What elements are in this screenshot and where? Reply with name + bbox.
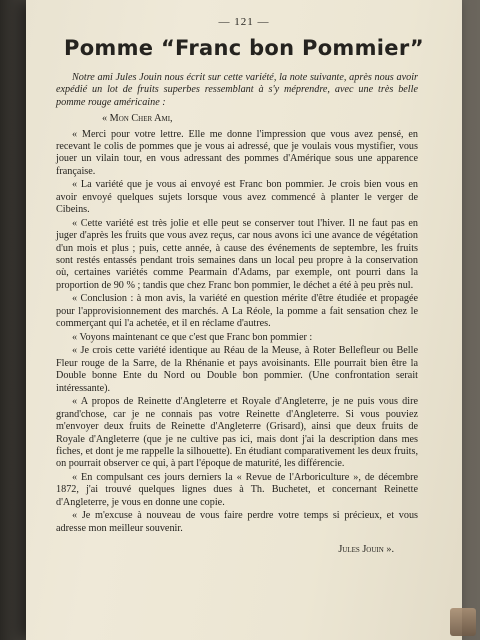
page-number: — 121 —: [218, 16, 270, 28]
paragraph-5: « Voyons maintenant ce que c'est que Franc bon pommier :: [72, 331, 313, 343]
paragraph-7: « A propos de Reinette d'Angleterre et Royale d'Angleterre, je ne puis vous dire grand'chose, car je ne connais pas votre Reinette d'Angleterre. Si vous pouviez m'envoyer deux fruits de Reinette d'Angleterre (Grisard), ainsi que deux fruits de Royale d'Angleterre (que je ne cultive pas ici, mais dont j'ai la description dans mes fiches, et dont je me rappelle la silhouette). En étudiant comparativement les deux fruits, on pourrait observer ce qui, à part l'époque de maturité, les différencie.: [56, 396, 418, 470]
paragraph-4: « Conclusion : à mon avis, la variété en question mérite d'être étudiée et propagée pour l'approvisionnement des marchés. A La Réole, la pomme a fait sensation chez le commerçant qui l'a achetée, et il en réclame d'autres.: [56, 293, 418, 330]
paragraph-8: « En compulsant ces jours derniers la « Revue de l'Arboriculture », de décembre 1872, j'ai trouvé quelques lignes dues à Th. Buchetet, et concernant Reinette d'Angleterre, je vous en donne une copie.: [56, 471, 418, 508]
salutation: « Mon Cher Ami,: [102, 113, 173, 125]
intro-paragraph: Notre ami Jules Jouin nous écrit sur cette variété, la note suivante, après nous avoir expédié un lot de fruits superbes ressemblant à s'y méprendre, avec une très belle pomme rouge américaine :: [56, 72, 418, 108]
paragraph-9: « Je m'excuse à nouveau de vous faire perdre votre temps si précieux, et vous adresse mon meilleur souvenir.: [56, 510, 418, 534]
watermark-logo-icon: [450, 608, 476, 636]
paragraph-2: « La variété que je vous ai envoyé est Franc bon pommier. Je crois bien vous en avoir envoyé quelques sujets lorsque vous avez commencé à planter le verger de Cibeins.: [56, 179, 418, 216]
paragraph-3: « Cette variété est très jolie et elle peut se conserver tout l'hiver. Il ne faut pas en juger d'après les fruits que vous avez reçus, car nous avons ici une avance de végétation d'un mois et plus ; puis, cette année, à cause des événements de septembre, les fruits sont restés entassés pendant trois semaines dans un local peu propre à la conservation où, certaines variétés comme Pearmain d'Adams, par exemple, ont pourri dans la proportion de 90 % ; tandis que chez Franc bon pommier, le déchet a été à peu près nul.: [56, 217, 418, 291]
article-body: [56, 72, 418, 558]
book-page: [26, 0, 462, 640]
article-title: Pomme “Franc bon Pommier”: [64, 36, 424, 60]
paragraph-1: « Merci pour votre lettre. Elle me donne l'impression que vous avez pensé, en recevant le colis de pommes que je vous ai adressé, que je voulais vous mystifier, vous jouer un vilain tour, en vous adressant des pommes d'Amérique sous une apparence française.: [56, 128, 418, 177]
signature-text: Jules Jouin ».: [338, 544, 394, 556]
paragraph-6: « Je crois cette variété identique au Réau de la Meuse, à Roter Bellefleur ou Belle Fleur rouge de la Sarre, de la Rhénanie et pays avoisinants. Elle pourrait bien être la Double bonne Ente du Nord ou Double bon pommier. (Une confrontation serait intéressante).: [56, 345, 418, 394]
signature: [56, 544, 418, 556]
